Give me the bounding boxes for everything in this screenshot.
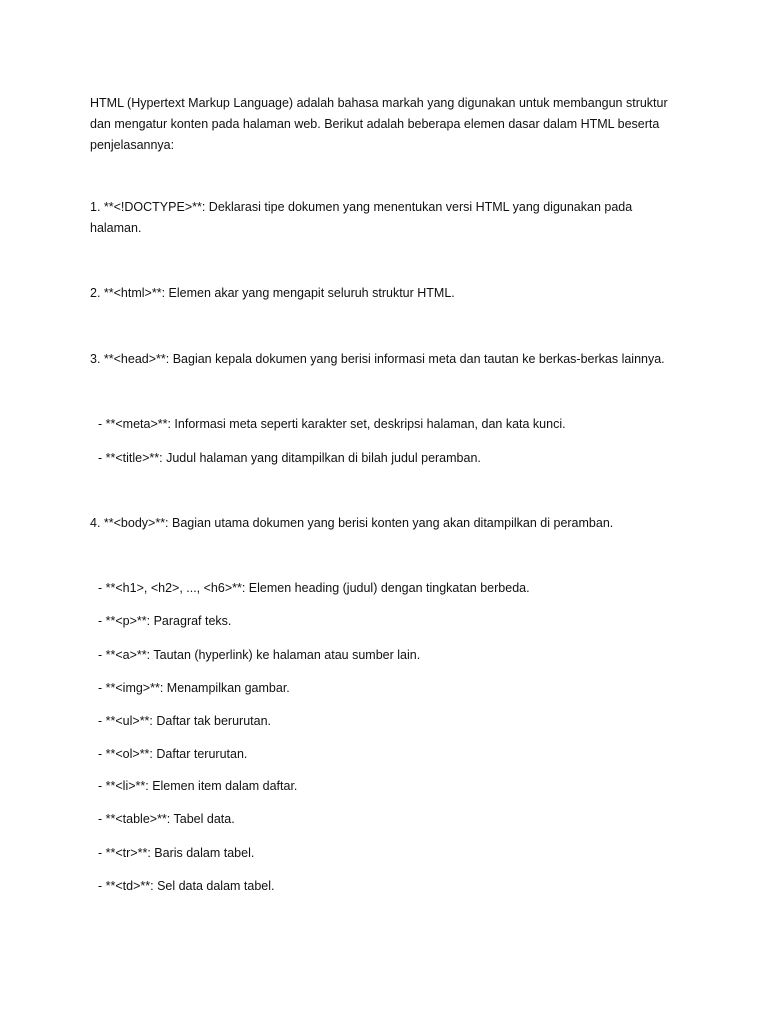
subitem-headings: - **<h1>, <h2>, ..., <h6>**: Elemen heading (judul) dengan tingkatan berbeda. <box>98 581 530 595</box>
subitem-p: - **<p>**: Paragraf teks. <box>98 614 232 628</box>
subitem-tr: - **<tr>**: Baris dalam tabel. <box>98 846 255 860</box>
subitem-li: - **<li>**: Elemen item dalam daftar. <box>98 779 298 793</box>
item-line: 1. **<!DOCTYPE>**: Deklarasi tipe dokumen yang menentukan versi HTML yang digunakan pada <box>90 200 633 214</box>
list-item-head <box>90 349 665 370</box>
intro-line: HTML (Hypertext Markup Language) adalah bahasa markah yang digunakan untuk membangun struktur <box>90 96 668 110</box>
intro-paragraph <box>90 93 668 156</box>
subitem-title: - **<title>**: Judul halaman yang ditampilkan di bilah judul peramban. <box>98 451 481 465</box>
list-item-doctype <box>90 197 632 239</box>
subitem-table: - **<table>**: Tabel data. <box>98 812 235 826</box>
item-line: halaman. <box>90 221 142 235</box>
item-line: 2. **<html>**: Elemen akar yang mengapit seluruh struktur HTML. <box>90 286 455 300</box>
list-item-html <box>90 283 455 304</box>
subitem-td: - **<td>**: Sel data dalam tabel. <box>98 879 275 893</box>
subitem-ol: - **<ol>**: Daftar terurutan. <box>98 747 248 761</box>
subitem-img: - **<img>**: Menampilkan gambar. <box>98 681 290 695</box>
list-item-body <box>90 513 613 534</box>
item-line: 4. **<body>**: Bagian utama dokumen yang berisi konten yang akan ditampilkan di peramban. <box>90 516 614 530</box>
subitem-ul: - **<ul>**: Daftar tak berurutan. <box>98 714 272 728</box>
subitem-a: - **<a>**: Tautan (hyperlink) ke halaman atau sumber lain. <box>98 648 421 662</box>
item-line: 3. **<head>**: Bagian kepala dokumen yang berisi informasi meta dan tautan ke berkas-berkas lainnya. <box>90 352 665 366</box>
subitem-meta: - **<meta>**: Informasi meta seperti karakter set, deskripsi halaman, dan kata kunci. <box>98 417 566 431</box>
intro-line: penjelasannya: <box>90 138 175 152</box>
intro-line: dan mengatur konten pada halaman web. Berikut adalah beberapa elemen dasar dalam HTML beserta <box>90 117 660 131</box>
